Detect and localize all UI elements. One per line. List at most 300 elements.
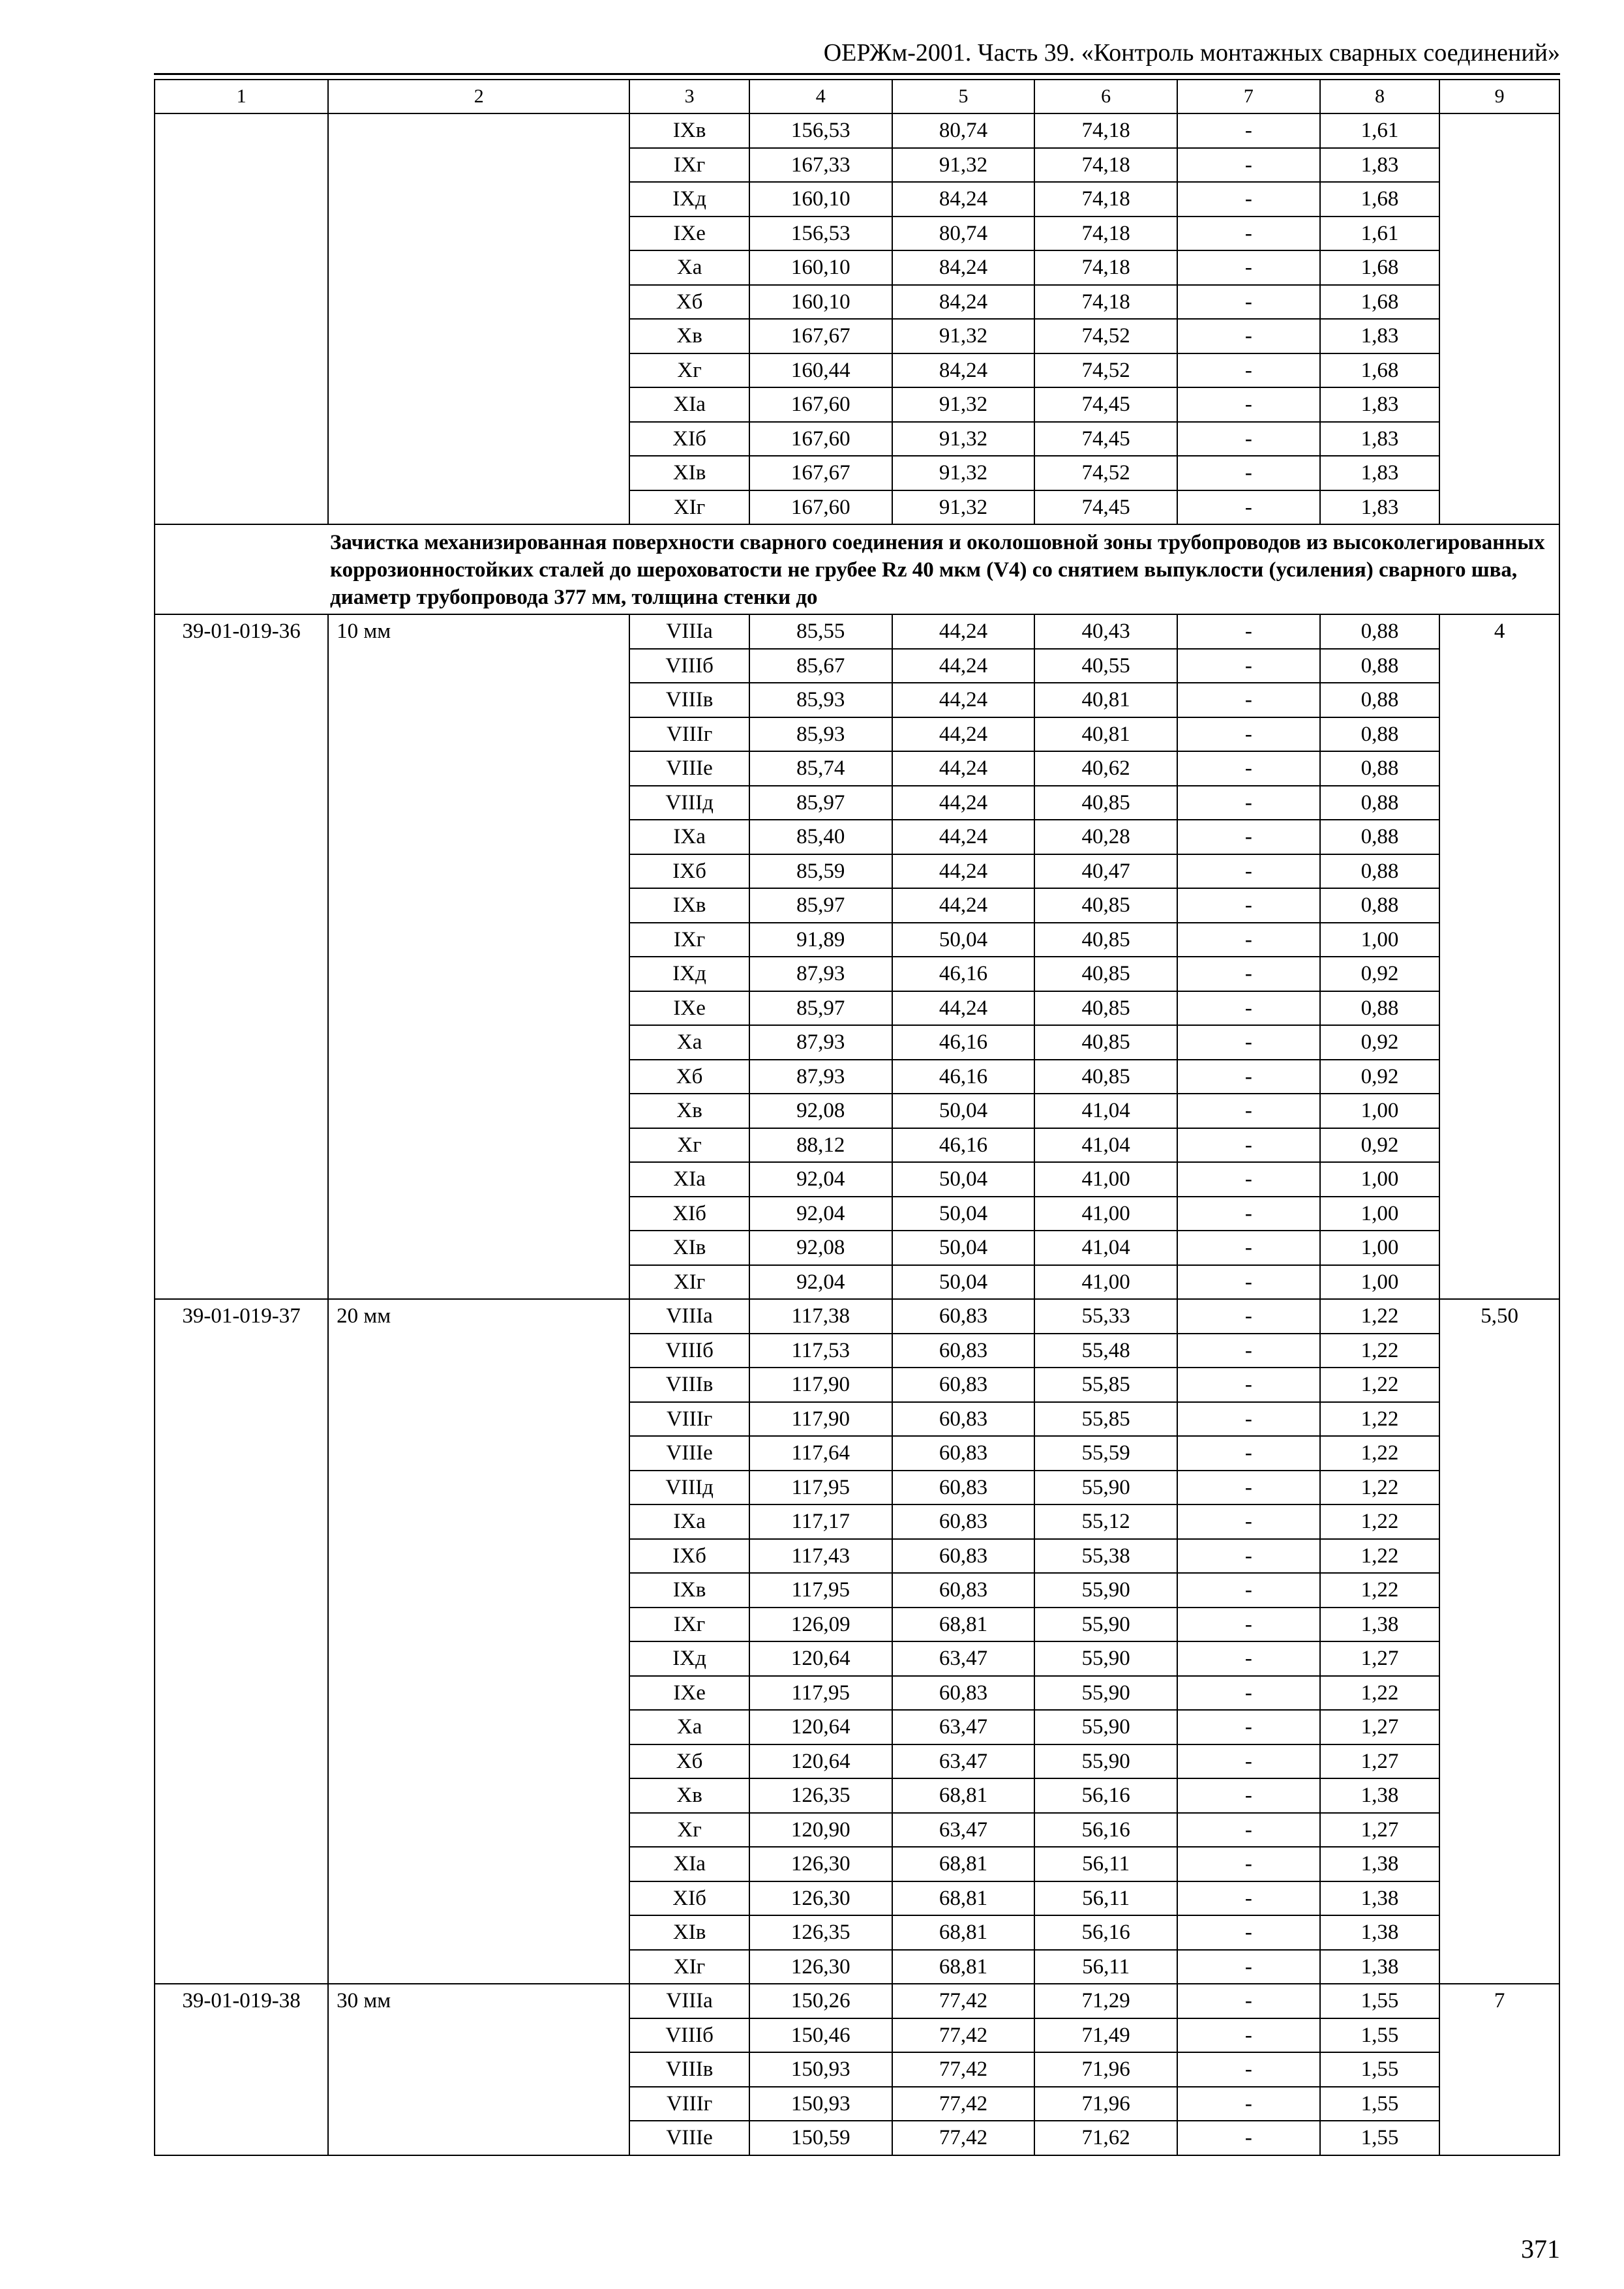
region-index-cell: IXв [629, 1573, 749, 1608]
wages-cell: 60,83 [892, 1573, 1035, 1608]
norm-code: 39-01-019-37 [155, 1299, 328, 1984]
page-header-title: ОЕРЖм-2001. Часть 39. «Контроль монтажных сварных соединений» [823, 39, 1560, 67]
table-row [155, 113, 1559, 148]
column-number: 1 [155, 80, 328, 113]
materials-cost-cell: - [1177, 1368, 1320, 1402]
region-index-cell: Xб [629, 285, 749, 320]
wages-cell: 50,04 [892, 1265, 1035, 1300]
region-index-cell: VIIIе [629, 2121, 749, 2155]
machine-cost-cell: 74,45 [1034, 490, 1177, 525]
machine-cost-cell: 40,62 [1034, 751, 1177, 786]
materials-cost-cell: - [1177, 148, 1320, 183]
machine-cost-cell: 41,04 [1034, 1231, 1177, 1265]
wages-cell: 77,42 [892, 2018, 1035, 2053]
labor-hours-cell: 1,68 [1320, 182, 1440, 217]
materials-cost-cell: - [1177, 1641, 1320, 1676]
materials-cost-cell: - [1177, 1334, 1320, 1368]
labor-hours-cell: 1,61 [1320, 217, 1440, 251]
machine-cost-cell: 55,33 [1034, 1299, 1177, 1334]
wages-cell: 60,83 [892, 1299, 1035, 1334]
wages-cell: 84,24 [892, 250, 1035, 285]
region-index-cell: XIг [629, 490, 749, 525]
labor-hours-cell: 1,38 [1320, 1847, 1440, 1881]
labor-hours-cell: 1,27 [1320, 1813, 1440, 1848]
wages-cell: 44,24 [892, 683, 1035, 717]
labor-hours-cell: 1,68 [1320, 285, 1440, 320]
wages-cell: 68,81 [892, 1950, 1035, 1984]
total-cost-cell: 126,30 [749, 1881, 892, 1916]
materials-cost-cell: - [1177, 1471, 1320, 1505]
materials-cost-cell: - [1177, 2052, 1320, 2087]
machine-cost-cell: 74,18 [1034, 285, 1177, 320]
machine-cost-cell: 56,11 [1034, 1950, 1177, 1984]
labor-hours-cell: 1,83 [1320, 148, 1440, 183]
region-index-cell: XIв [629, 1231, 749, 1265]
column-number: 8 [1320, 80, 1440, 113]
region-index-cell: VIIIв [629, 1368, 749, 1402]
wages-cell: 60,83 [892, 1368, 1035, 1402]
machine-cost-cell: 40,81 [1034, 717, 1177, 752]
total-cost-cell: 150,59 [749, 2121, 892, 2155]
total-cost-cell: 156,53 [749, 217, 892, 251]
region-index-cell: IXд [629, 182, 749, 217]
machine-cost-cell: 56,11 [1034, 1881, 1177, 1916]
labor-hours-cell: 1,83 [1320, 387, 1440, 422]
total-cost-cell: 87,93 [749, 957, 892, 991]
total-cost-cell: 117,90 [749, 1368, 892, 1402]
wages-cell: 44,24 [892, 649, 1035, 683]
wages-cell: 63,47 [892, 1813, 1035, 1848]
labor-hours-cell: 1,38 [1320, 1915, 1440, 1950]
machine-cost-cell: 55,90 [1034, 1676, 1177, 1711]
machine-cost-cell: 41,04 [1034, 1128, 1177, 1163]
norm-code: 39-01-019-36 [155, 614, 328, 1299]
region-index-cell: IXв [629, 888, 749, 923]
region-index-cell: VIIIа [629, 614, 749, 649]
materials-cost-cell: - [1177, 614, 1320, 649]
materials-cost-cell: - [1177, 1025, 1320, 1060]
materials-cost-cell: - [1177, 250, 1320, 285]
total-cost-cell: 120,64 [749, 1710, 892, 1744]
materials-cost-cell: - [1177, 2121, 1320, 2155]
norm-code: 39-01-019-38 [155, 1984, 328, 2155]
materials-cost-cell: - [1177, 1197, 1320, 1231]
wages-cell: 68,81 [892, 1608, 1035, 1642]
labor-hours-cell: 0,88 [1320, 683, 1440, 717]
region-index-cell: Xг [629, 1813, 749, 1848]
total-cost-cell: 85,93 [749, 717, 892, 752]
header-rule [154, 73, 1560, 75]
materials-cost-cell: - [1177, 923, 1320, 957]
wages-cell: 50,04 [892, 923, 1035, 957]
machine-cost-cell: 55,90 [1034, 1608, 1177, 1642]
materials-cost-cell: - [1177, 1231, 1320, 1265]
materials-cost-cell: - [1177, 285, 1320, 320]
column-number-row [155, 80, 1559, 113]
machine-cost-cell: 55,38 [1034, 1539, 1177, 1574]
machine-cost-cell: 40,55 [1034, 649, 1177, 683]
total-cost-cell: 85,97 [749, 786, 892, 820]
wages-cell: 60,83 [892, 1334, 1035, 1368]
machine-cost-cell: 74,18 [1034, 250, 1177, 285]
labor-hours-cell: 1,22 [1320, 1334, 1440, 1368]
machine-cost-cell: 40,81 [1034, 683, 1177, 717]
wages-cell: 77,42 [892, 1984, 1035, 2018]
machine-cost-cell: 55,59 [1034, 1436, 1177, 1471]
labor-hours-cell: 1,55 [1320, 1984, 1440, 2018]
materials-cost-cell: - [1177, 649, 1320, 683]
total-cost-cell: 92,04 [749, 1265, 892, 1300]
materials-cost-cell: - [1177, 854, 1320, 889]
machine-cost-cell: 55,90 [1034, 1710, 1177, 1744]
wages-cell: 46,16 [892, 1060, 1035, 1094]
labor-hours-cell: 1,61 [1320, 113, 1440, 148]
column-number: 9 [1439, 80, 1559, 113]
materials-cost-cell: - [1177, 751, 1320, 786]
total-cost-cell: 117,64 [749, 1436, 892, 1471]
code-cell [155, 113, 328, 524]
region-index-cell: IXб [629, 854, 749, 889]
labor-hours-cell: 1,27 [1320, 1641, 1440, 1676]
labor-hours-cell: 0,88 [1320, 991, 1440, 1026]
wages-cell: 60,83 [892, 1539, 1035, 1574]
wages-cell: 91,32 [892, 148, 1035, 183]
materials-cost-cell: - [1177, 683, 1320, 717]
total-cost-cell: 117,90 [749, 1402, 892, 1437]
total-cost-cell: 117,53 [749, 1334, 892, 1368]
region-index-cell: XIб [629, 1197, 749, 1231]
machine-cost-cell: 40,85 [1034, 957, 1177, 991]
materials-cost-cell: - [1177, 182, 1320, 217]
table-row [155, 614, 1559, 649]
materials-cost-cell: - [1177, 820, 1320, 854]
materials-cost-cell: - [1177, 387, 1320, 422]
wages-cell: 46,16 [892, 1025, 1035, 1060]
region-index-cell: VIIIе [629, 751, 749, 786]
total-cost-cell: 117,38 [749, 1299, 892, 1334]
materials-cost-cell: - [1177, 1162, 1320, 1197]
labor-hours-cell: 0,92 [1320, 1128, 1440, 1163]
total-cost-cell: 85,97 [749, 888, 892, 923]
wages-cell: 44,24 [892, 717, 1035, 752]
machine-cost-cell: 56,16 [1034, 1915, 1177, 1950]
materials-cost-cell: - [1177, 1847, 1320, 1881]
labor-hours-cell: 1,22 [1320, 1436, 1440, 1471]
materials-cost-cell: - [1177, 786, 1320, 820]
total-cost-cell: 92,08 [749, 1231, 892, 1265]
materials-cost-cell: - [1177, 1539, 1320, 1574]
column-number: 3 [629, 80, 749, 113]
region-index-cell: VIIIг [629, 1402, 749, 1437]
materials-cost-cell: - [1177, 717, 1320, 752]
labor-hours-cell: 1,38 [1320, 1778, 1440, 1813]
labor-hours-cell: 1,68 [1320, 250, 1440, 285]
materials-cost-cell: - [1177, 113, 1320, 148]
wages-cell: 91,32 [892, 456, 1035, 490]
region-index-cell: VIIIд [629, 1471, 749, 1505]
region-index-cell: VIIIа [629, 1299, 749, 1334]
materials-cost-cell: - [1177, 217, 1320, 251]
wages-cell: 80,74 [892, 113, 1035, 148]
total-cost-cell: 117,95 [749, 1573, 892, 1608]
total-cost-cell: 85,93 [749, 683, 892, 717]
labor-hours-cell: 1,55 [1320, 2087, 1440, 2121]
materials-cost-cell: - [1177, 1265, 1320, 1300]
machine-cost-cell: 74,45 [1034, 422, 1177, 456]
region-index-cell: XIв [629, 456, 749, 490]
thickness-cell [328, 113, 629, 524]
total-cost-cell: 126,09 [749, 1608, 892, 1642]
labor-hours-cell: 1,27 [1320, 1710, 1440, 1744]
materials-cost-cell: - [1177, 1984, 1320, 2018]
labor-hours-cell: 1,22 [1320, 1402, 1440, 1437]
col9-value: 7 [1439, 1984, 1559, 2155]
region-index-cell: VIIIв [629, 683, 749, 717]
materials-cost-cell: - [1177, 1950, 1320, 1984]
region-index-cell: VIIIв [629, 2052, 749, 2087]
labor-hours-cell: 1,00 [1320, 1231, 1440, 1265]
region-index-cell: IXе [629, 991, 749, 1026]
section-row [155, 524, 1559, 614]
table-body [155, 80, 1559, 2155]
wages-cell: 77,42 [892, 2121, 1035, 2155]
labor-hours-cell: 1,22 [1320, 1368, 1440, 1402]
materials-cost-cell: - [1177, 1128, 1320, 1163]
total-cost-cell: 160,44 [749, 353, 892, 388]
total-cost-cell: 150,26 [749, 1984, 892, 2018]
wages-cell: 50,04 [892, 1162, 1035, 1197]
wages-cell: 91,32 [892, 319, 1035, 353]
total-cost-cell: 150,46 [749, 2018, 892, 2053]
labor-hours-cell: 1,38 [1320, 1950, 1440, 1984]
machine-cost-cell: 74,18 [1034, 113, 1177, 148]
region-index-cell: Xа [629, 250, 749, 285]
total-cost-cell: 156,53 [749, 113, 892, 148]
labor-hours-cell: 1,83 [1320, 422, 1440, 456]
wages-cell: 44,24 [892, 614, 1035, 649]
machine-cost-cell: 74,45 [1034, 387, 1177, 422]
machine-cost-cell: 71,96 [1034, 2052, 1177, 2087]
labor-hours-cell: 1,38 [1320, 1608, 1440, 1642]
machine-cost-cell: 74,52 [1034, 456, 1177, 490]
wall-thickness: 20 мм [328, 1299, 629, 1984]
region-index-cell: IXа [629, 1504, 749, 1539]
region-index-cell: Xб [629, 1060, 749, 1094]
table-row [155, 1299, 1559, 1334]
total-cost-cell: 150,93 [749, 2087, 892, 2121]
labor-hours-cell: 0,88 [1320, 649, 1440, 683]
labor-hours-cell: 0,88 [1320, 786, 1440, 820]
total-cost-cell: 126,30 [749, 1950, 892, 1984]
region-index-cell: Xг [629, 353, 749, 388]
region-index-cell: IXб [629, 1539, 749, 1574]
total-cost-cell: 120,90 [749, 1813, 892, 1848]
total-cost-cell: 117,95 [749, 1471, 892, 1505]
region-index-cell: XIа [629, 1847, 749, 1881]
region-index-cell: IXг [629, 1608, 749, 1642]
materials-cost-cell: - [1177, 1060, 1320, 1094]
machine-cost-cell: 40,85 [1034, 923, 1177, 957]
total-cost-cell: 167,60 [749, 422, 892, 456]
machine-cost-cell: 56,11 [1034, 1847, 1177, 1881]
machine-cost-cell: 55,90 [1034, 1471, 1177, 1505]
wages-cell: 60,83 [892, 1471, 1035, 1505]
materials-cost-cell: - [1177, 1573, 1320, 1608]
machine-cost-cell: 55,90 [1034, 1573, 1177, 1608]
materials-cost-cell: - [1177, 1094, 1320, 1128]
machine-cost-cell: 40,85 [1034, 1025, 1177, 1060]
labor-hours-cell: 0,88 [1320, 854, 1440, 889]
region-index-cell: XIа [629, 1162, 749, 1197]
region-index-cell: VIIIг [629, 717, 749, 752]
total-cost-cell: 85,59 [749, 854, 892, 889]
machine-cost-cell: 74,18 [1034, 148, 1177, 183]
wall-thickness: 30 мм [328, 1984, 629, 2155]
table-row [155, 1984, 1559, 2018]
materials-cost-cell: - [1177, 1778, 1320, 1813]
wages-cell: 60,83 [892, 1402, 1035, 1437]
total-cost-cell: 167,33 [749, 148, 892, 183]
wages-cell: 68,81 [892, 1915, 1035, 1950]
total-cost-cell: 167,60 [749, 387, 892, 422]
machine-cost-cell: 71,49 [1034, 2018, 1177, 2053]
region-index-cell: Xв [629, 1778, 749, 1813]
materials-cost-cell: - [1177, 1676, 1320, 1711]
column-number: 4 [749, 80, 892, 113]
labor-hours-cell: 1,55 [1320, 2121, 1440, 2155]
labor-hours-cell: 0,88 [1320, 717, 1440, 752]
wages-cell: 46,16 [892, 1128, 1035, 1163]
total-cost-cell: 85,67 [749, 649, 892, 683]
machine-cost-cell: 40,47 [1034, 854, 1177, 889]
wages-cell: 91,32 [892, 422, 1035, 456]
wall-thickness: 10 мм [328, 614, 629, 1299]
wages-cell: 63,47 [892, 1710, 1035, 1744]
materials-cost-cell: - [1177, 319, 1320, 353]
labor-hours-cell: 0,92 [1320, 957, 1440, 991]
total-cost-cell: 150,93 [749, 2052, 892, 2087]
total-cost-cell: 120,64 [749, 1744, 892, 1779]
wages-cell: 91,32 [892, 387, 1035, 422]
wages-cell: 50,04 [892, 1231, 1035, 1265]
materials-cost-cell: - [1177, 2018, 1320, 2053]
labor-hours-cell: 1,00 [1320, 1094, 1440, 1128]
machine-cost-cell: 40,28 [1034, 820, 1177, 854]
machine-cost-cell: 56,16 [1034, 1778, 1177, 1813]
col9-value: 4 [1439, 614, 1559, 1299]
region-index-cell: IXд [629, 957, 749, 991]
total-cost-cell: 160,10 [749, 182, 892, 217]
machine-cost-cell: 71,96 [1034, 2087, 1177, 2121]
wages-cell: 46,16 [892, 957, 1035, 991]
total-cost-cell: 92,08 [749, 1094, 892, 1128]
total-cost-cell: 160,10 [749, 285, 892, 320]
labor-hours-cell: 1,00 [1320, 1265, 1440, 1300]
region-index-cell: Xг [629, 1128, 749, 1163]
materials-cost-cell: - [1177, 991, 1320, 1026]
page-number: 371 [1521, 2234, 1560, 2264]
machine-cost-cell: 55,85 [1034, 1368, 1177, 1402]
machine-cost-cell: 71,62 [1034, 2121, 1177, 2155]
labor-hours-cell: 1,55 [1320, 2018, 1440, 2053]
total-cost-cell: 85,40 [749, 820, 892, 854]
total-cost-cell: 87,93 [749, 1025, 892, 1060]
materials-cost-cell: - [1177, 1813, 1320, 1848]
machine-cost-cell: 41,00 [1034, 1197, 1177, 1231]
machine-cost-cell: 74,52 [1034, 353, 1177, 388]
wages-cell: 77,42 [892, 2052, 1035, 2087]
materials-cost-cell: - [1177, 1299, 1320, 1334]
labor-hours-cell: 1,22 [1320, 1539, 1440, 1574]
column-number: 6 [1034, 80, 1177, 113]
machine-cost-cell: 55,48 [1034, 1334, 1177, 1368]
total-cost-cell: 88,12 [749, 1128, 892, 1163]
wages-cell: 84,24 [892, 285, 1035, 320]
labor-hours-cell: 0,92 [1320, 1060, 1440, 1094]
labor-hours-cell: 1,00 [1320, 1162, 1440, 1197]
materials-cost-cell: - [1177, 1402, 1320, 1437]
region-index-cell: VIIIг [629, 2087, 749, 2121]
materials-cost-cell: - [1177, 422, 1320, 456]
region-index-cell: IXв [629, 113, 749, 148]
machine-cost-cell: 74,18 [1034, 217, 1177, 251]
region-index-cell: IXа [629, 820, 749, 854]
wages-cell: 50,04 [892, 1094, 1035, 1128]
labor-hours-cell: 0,92 [1320, 1025, 1440, 1060]
machine-cost-cell: 55,90 [1034, 1744, 1177, 1779]
machine-cost-cell: 71,29 [1034, 1984, 1177, 2018]
total-cost-cell: 85,97 [749, 991, 892, 1026]
total-cost-cell: 126,35 [749, 1778, 892, 1813]
region-index-cell: XIг [629, 1950, 749, 1984]
total-cost-cell: 167,67 [749, 319, 892, 353]
wages-cell: 44,24 [892, 786, 1035, 820]
wages-cell: 68,81 [892, 1881, 1035, 1916]
wages-cell: 68,81 [892, 1847, 1035, 1881]
materials-cost-cell: - [1177, 2087, 1320, 2121]
labor-hours-cell: 1,00 [1320, 923, 1440, 957]
labor-hours-cell: 1,27 [1320, 1744, 1440, 1779]
total-cost-cell: 126,35 [749, 1915, 892, 1950]
region-index-cell: VIIIб [629, 1334, 749, 1368]
total-cost-cell: 117,43 [749, 1539, 892, 1574]
wages-cell: 84,24 [892, 353, 1035, 388]
materials-cost-cell: - [1177, 1608, 1320, 1642]
section-title: Зачистка механизированная поверхности сварного соединения и околошовной зоны трубопроводов из высоколегированных коррозионностойких сталей до шероховатости не грубее Rz 40 мкм (V4) со снятием выпуклости (усиления) сварного шва, диаметр трубопровода 377 мм, толщина стенки до [155, 524, 1559, 614]
labor-hours-cell: 1,22 [1320, 1504, 1440, 1539]
wages-cell: 44,24 [892, 991, 1035, 1026]
wages-cell: 60,83 [892, 1676, 1035, 1711]
wages-cell: 44,24 [892, 751, 1035, 786]
region-index-cell: VIIIе [629, 1436, 749, 1471]
machine-cost-cell: 40,85 [1034, 786, 1177, 820]
col9-cell [1439, 113, 1559, 524]
region-index-cell: Xа [629, 1710, 749, 1744]
machine-cost-cell: 40,85 [1034, 991, 1177, 1026]
region-index-cell: IXе [629, 1676, 749, 1711]
materials-cost-cell: - [1177, 1504, 1320, 1539]
labor-hours-cell: 0,88 [1320, 751, 1440, 786]
region-index-cell: XIб [629, 1881, 749, 1916]
machine-cost-cell: 55,90 [1034, 1641, 1177, 1676]
wages-cell: 44,24 [892, 888, 1035, 923]
total-cost-cell: 85,74 [749, 751, 892, 786]
total-cost-cell: 160,10 [749, 250, 892, 285]
region-index-cell: XIв [629, 1915, 749, 1950]
region-index-cell: XIа [629, 387, 749, 422]
column-number: 7 [1177, 80, 1320, 113]
labor-hours-cell: 1,22 [1320, 1676, 1440, 1711]
